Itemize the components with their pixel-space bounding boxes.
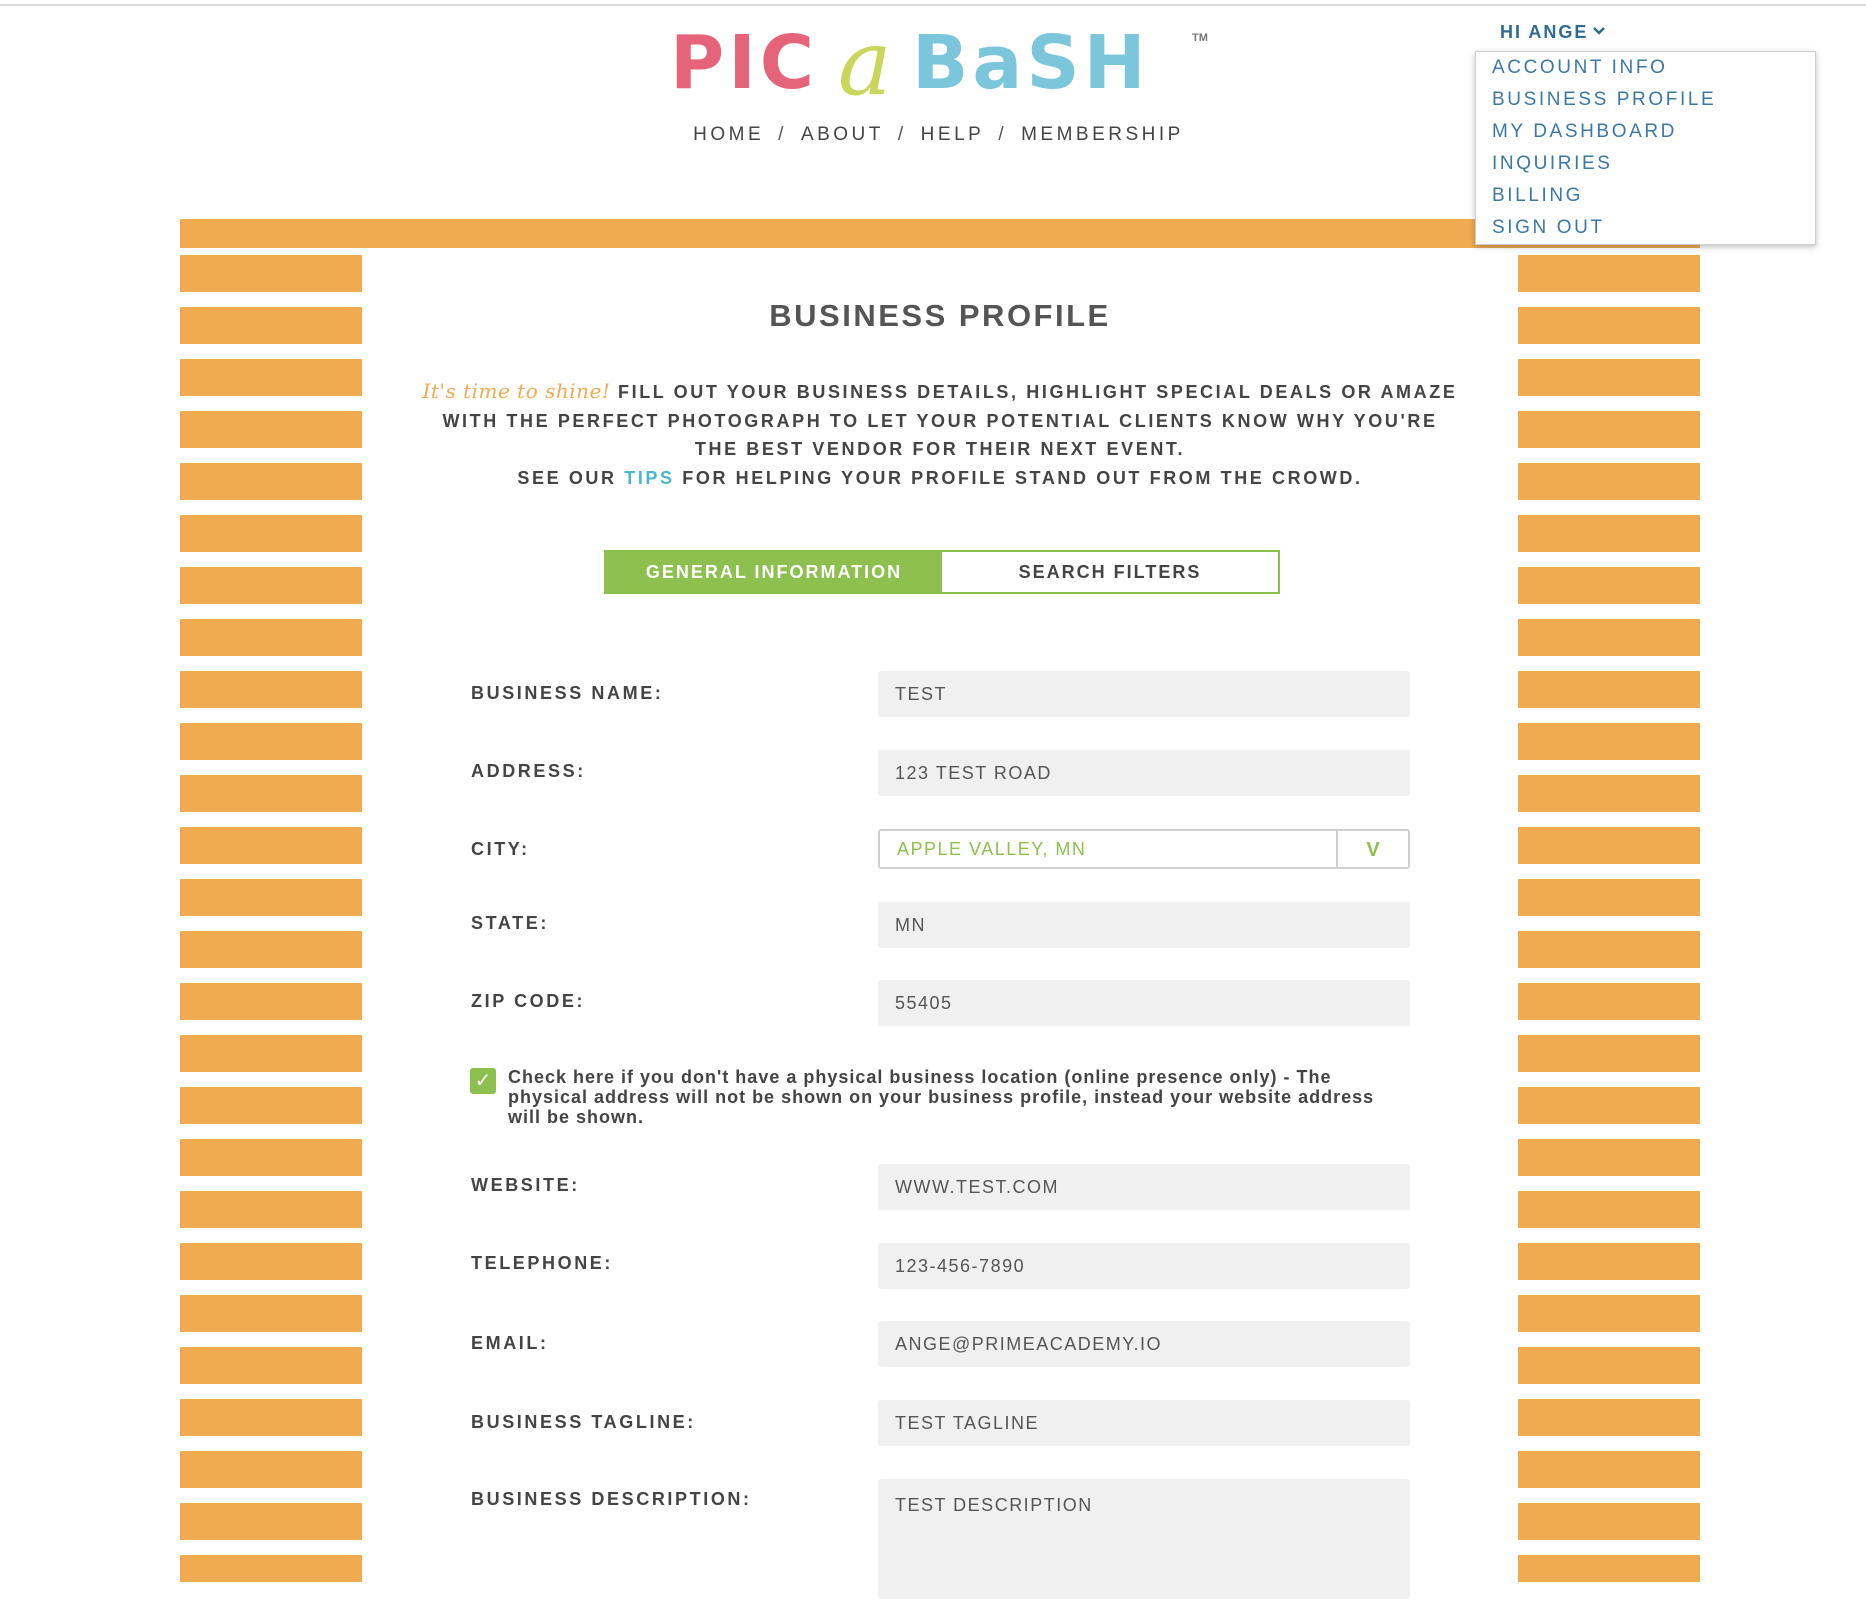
- profile-tabs: [604, 550, 1280, 594]
- menu-item-sign-out[interactable]: SIGN OUT: [1492, 217, 1605, 238]
- business-name-input[interactable]: [878, 671, 1410, 717]
- intro-text: [420, 377, 1460, 492]
- city-select[interactable]: [878, 829, 1410, 869]
- nav-separator: /: [998, 124, 1008, 145]
- telephone-label: TELEPHONE:: [471, 1253, 614, 1273]
- state-label: STATE:: [471, 913, 549, 933]
- nav-membership[interactable]: MEMBERSHIP: [1021, 124, 1184, 145]
- zip-input[interactable]: [878, 980, 1410, 1026]
- state-input[interactable]: [878, 902, 1410, 948]
- description-label: BUSINESS DESCRIPTION:: [471, 1489, 752, 1509]
- menu-item-my-dashboard[interactable]: MY DASHBOARD: [1492, 121, 1677, 142]
- menu-item-business-profile[interactable]: BUSINESS PROFILE: [1492, 89, 1717, 110]
- nav-help[interactable]: HELP: [920, 124, 985, 145]
- online-only-label: Check here if you don't have a physical business location (online presence only) - The physical address will not be shown on your business profile, instead your website address will be shown.: [508, 1067, 1375, 1127]
- tagline-label: BUSINESS TAGLINE:: [471, 1412, 696, 1432]
- telephone-input[interactable]: [878, 1243, 1410, 1289]
- intro-script: It's time to shine!: [422, 379, 611, 403]
- description-textarea[interactable]: [878, 1479, 1410, 1599]
- tagline-input[interactable]: [878, 1400, 1410, 1446]
- user-menu-toggle[interactable]: [1500, 22, 1606, 43]
- tips-suffix: FOR HELPING YOUR PROFILE STAND OUT FROM THE CROWD.: [682, 467, 1363, 488]
- frame-left-stripes: [180, 248, 362, 1582]
- page-title: BUSINESS PROFILE: [769, 298, 1111, 333]
- tab-general-information[interactable]: GENERAL INFORMATION: [606, 552, 942, 592]
- tips-prefix: SEE OUR: [517, 467, 617, 488]
- menu-item-billing[interactable]: BILLING: [1492, 185, 1584, 206]
- email-label: EMAIL:: [471, 1333, 549, 1353]
- city-dropdown-button[interactable]: V: [1336, 831, 1408, 867]
- address-input[interactable]: [878, 750, 1410, 796]
- menu-item-account-info[interactable]: ACCOUNT INFO: [1492, 57, 1668, 78]
- nav-separator: /: [778, 124, 787, 145]
- user-dropdown-menu: [1475, 51, 1816, 245]
- frame-top-bar: [180, 219, 1700, 248]
- city-label: CITY:: [471, 839, 530, 859]
- city-selected-value: APPLE VALLEY, MN: [897, 839, 1087, 859]
- intro-body: FILL OUT YOUR BUSINESS DETAILS, HIGHLIGHT SPECIAL DEALS OR AMAZE WITH THE PERFECT PHOTOGRAPH TO LET YOUR POTENTIAL CLIENTS KNOW WHY YOU'RE THE BEST VENDOR FOR THEIR NEXT EVENT.: [442, 382, 1458, 459]
- user-greeting: HI ANGE: [1500, 22, 1589, 42]
- business-name-label: BUSINESS NAME:: [471, 683, 664, 703]
- frame-right-stripes: [1518, 248, 1700, 1582]
- logo-pic: PIC: [670, 20, 819, 106]
- logo-bash: BaSH: [912, 20, 1150, 106]
- zip-label: ZIP CODE:: [471, 991, 586, 1011]
- email-input[interactable]: [878, 1321, 1410, 1367]
- tips-link[interactable]: TIPS: [624, 467, 675, 488]
- top-border: [0, 4, 1866, 6]
- tab-search-filters[interactable]: SEARCH FILTERS: [942, 552, 1278, 592]
- menu-item-inquiries[interactable]: INQUIRIES: [1492, 153, 1613, 174]
- address-label: ADDRESS:: [471, 761, 586, 781]
- website-input[interactable]: [878, 1164, 1410, 1210]
- nav-about[interactable]: ABOUT: [800, 124, 884, 145]
- picabash-logo[interactable]: [670, 11, 1210, 116]
- logo-trademark: TM: [1192, 32, 1208, 44]
- website-label: WEBSITE:: [471, 1175, 580, 1195]
- nav-separator: /: [897, 124, 907, 145]
- chevron-down-icon: [1592, 23, 1606, 39]
- logo-a: a: [838, 11, 892, 116]
- online-only-checkbox[interactable]: ✓: [470, 1068, 496, 1094]
- nav-home[interactable]: HOME: [693, 124, 765, 145]
